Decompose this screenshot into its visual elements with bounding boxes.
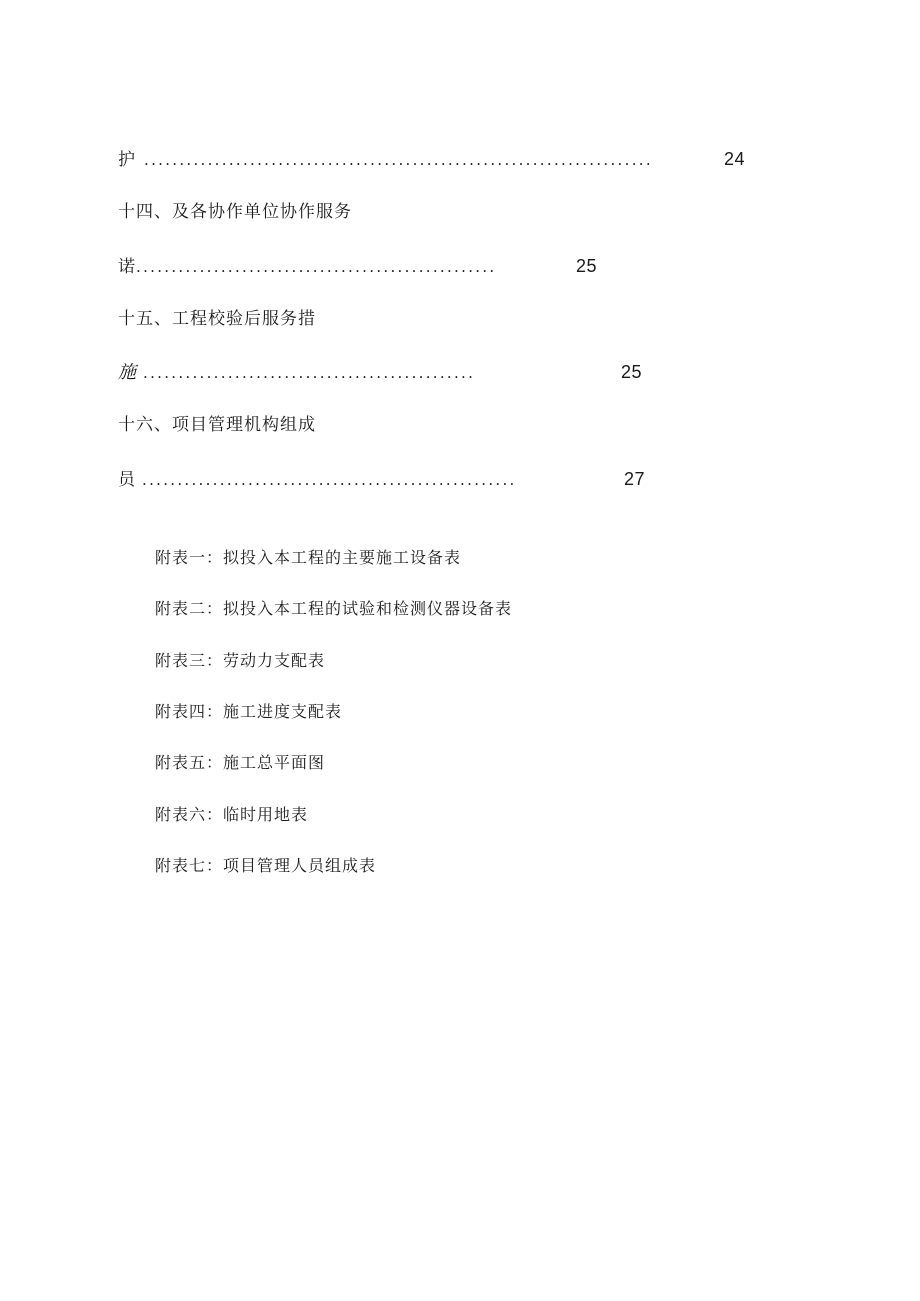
toc-entry-promise[interactable] — [118, 255, 597, 278]
appendix-item-4: 附表四：施工进度支配表 — [155, 702, 343, 721]
toc-page-number: 25 — [621, 362, 643, 382]
toc-page-number: 24 — [724, 149, 746, 169]
toc-page-number: 25 — [576, 256, 598, 276]
toc-entry-measures[interactable] — [118, 361, 642, 384]
toc-heading-14: 十四、及各协作单位协作服务 — [118, 202, 352, 222]
appendix-item-1: 附表一：拟投入本工程的主要施工设备表 — [155, 548, 462, 567]
appendix-item-6: 附表六：临时用地表 — [155, 805, 309, 824]
toc-entry-members[interactable] — [118, 468, 645, 491]
toc-entry-label: 诺 — [118, 257, 136, 277]
toc-dot-leader: ..................................................... — [142, 471, 517, 489]
toc-entry-label: 施 — [118, 362, 137, 383]
toc-heading-16: 十六、项目管理机构组成 — [118, 415, 316, 435]
appendix-item-5: 附表五：施工总平面图 — [155, 753, 326, 772]
toc-entry-label: 护 — [118, 150, 136, 170]
appendix-item-7: 附表七：项目管理人员组成表 — [155, 856, 377, 875]
toc-heading-15: 十五、工程校验后服务措 — [118, 309, 316, 329]
toc-page-number: 27 — [624, 469, 646, 489]
toc-dot-leader: ............................................... — [143, 364, 476, 382]
toc-entry-protect[interactable] — [118, 148, 745, 171]
toc-entry-label: 员 — [118, 470, 136, 490]
appendix-item-2: 附表二：拟投入本工程的试验和检测仪器设备表 — [155, 599, 513, 618]
toc-dot-leader: ........................................................................ — [144, 151, 653, 169]
toc-dot-leader: ................................................... — [136, 258, 497, 276]
appendix-item-3: 附表三：劳动力支配表 — [155, 651, 326, 670]
